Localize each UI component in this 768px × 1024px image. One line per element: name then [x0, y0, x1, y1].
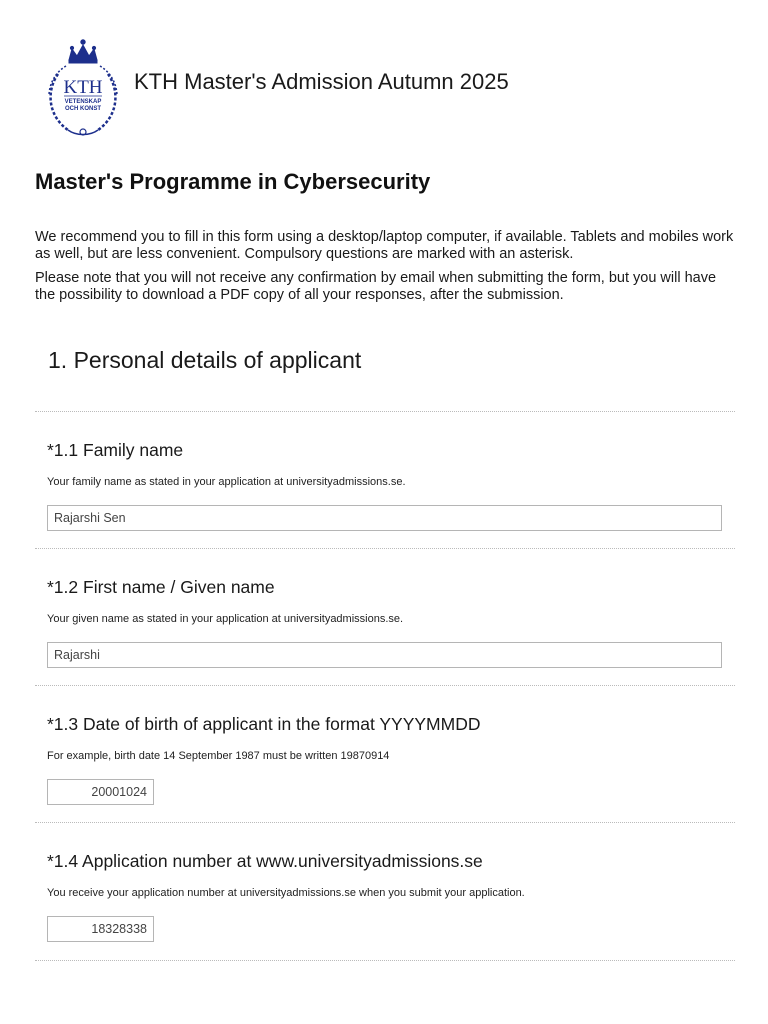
- question-help: You receive your application number at universityadmissions.se when you submit your application.: [47, 887, 525, 899]
- question-divider: [35, 960, 735, 961]
- section-divider: [35, 411, 735, 412]
- question-divider: [35, 685, 735, 686]
- question-application-number: [47, 851, 723, 942]
- logo-subtext-1: VETENSKAP: [64, 99, 102, 105]
- logo-text: KTH: [63, 77, 103, 98]
- kth-logo: [36, 36, 130, 138]
- question-help: For example, birth date 14 September 1987 must be written 19870914: [47, 750, 390, 762]
- intro-paragraph-2: Please note that you will not receive any confirmation by email when submitting the form, but you will have the possibility to download a PDF copy of all your responses, after the submission.: [35, 270, 717, 303]
- question-label: *1.4 Application number at www.universityadmissions.se: [47, 851, 483, 871]
- family-name-input[interactable]: [47, 505, 722, 531]
- question-divider: [35, 822, 735, 823]
- question-help: Your family name as stated in your application at universityadmissions.se.: [47, 476, 406, 488]
- question-given-name: [47, 577, 723, 668]
- intro-paragraph-1: We recommend you to fill in this form using a desktop/laptop computer, if available. Tablets and mobiles work as well, but are less convenient. Compulsory questions are marked with an asterisk.: [35, 229, 734, 262]
- application-number-input[interactable]: [47, 916, 154, 942]
- question-label: *1.2 First name / Given name: [47, 577, 275, 597]
- intro-text: [35, 229, 735, 311]
- question-label: *1.3 Date of birth of applicant in the format YYYYMMDD: [47, 714, 481, 734]
- question-divider: [35, 548, 735, 549]
- question-help: Your given name as stated in your application at universityadmissions.se.: [47, 613, 404, 625]
- logo-subtext-2: OCH KONST: [65, 106, 101, 112]
- form-header: [36, 36, 736, 138]
- question-family-name: [47, 440, 723, 531]
- date-of-birth-input[interactable]: [47, 779, 154, 805]
- given-name-input[interactable]: [47, 642, 722, 668]
- app-title: KTH Master's Admission Autumn 2025: [134, 69, 509, 94]
- programme-title: Master's Programme in Cybersecurity: [35, 169, 431, 194]
- question-date-of-birth: [47, 714, 723, 805]
- section-title: 1. Personal details of applicant: [48, 347, 362, 373]
- question-label: *1.1 Family name: [47, 440, 184, 460]
